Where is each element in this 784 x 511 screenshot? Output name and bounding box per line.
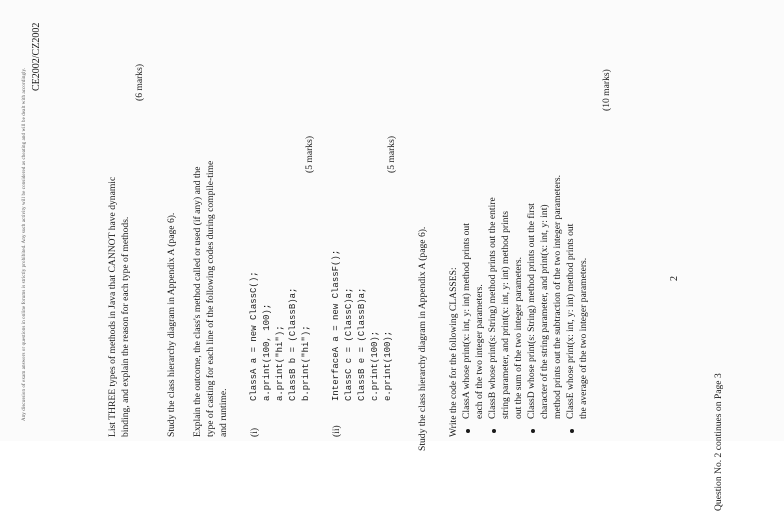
part-ii-code-2: ClassC c = (ClassC)a; xyxy=(344,287,354,401)
question-a-line-2: binding, and explain the reason for each type of methods. xyxy=(120,216,131,437)
bullet-icon xyxy=(466,429,470,433)
question-b-line-1: Explain the outcome, the class's method called or used (if any) and the xyxy=(192,166,203,437)
part-i-code-4: ClassB b = (ClassB)a; xyxy=(288,287,298,401)
part-ii-code-4: c.print(100); xyxy=(370,330,380,401)
exam-notice: Any discussion of exam answers or questions in online forums is strictly prohibited. Any such activity will be considered as cheating and will be dealt with accordingly. xyxy=(22,67,27,421)
bullet-2-line-3: out the sum of the two integer parameters. xyxy=(513,257,524,419)
question-c-intro: Study the class hierarchy diagram in Appendix A (page 6). xyxy=(417,226,428,451)
part-ii-marks: (5 marks) xyxy=(386,135,397,173)
bullet-3-line-1: ClassD whose print(s: String) method prints out the first xyxy=(526,203,537,419)
question-b-line-3: and runtime. xyxy=(218,388,229,437)
bullet-4-line-2: the average of the two integer parameters. xyxy=(578,257,589,419)
part-i-code-1: ClassA a = new ClassC(); xyxy=(249,271,259,401)
continues-note: Question No. 2 continues on Page 3 xyxy=(713,373,724,511)
question-c-write: Write the code for the following CLASSES: xyxy=(448,267,459,437)
part-i-marks: (5 marks) xyxy=(304,135,315,173)
part-ii-code-5: e.print(100); xyxy=(383,330,393,401)
bullet-icon xyxy=(492,429,496,433)
course-code: CE2002/CZ2002 xyxy=(31,22,42,91)
bullet-2-line-1: ClassB whose print(s: String) method prints out the entire xyxy=(487,197,498,419)
bullet-4-line-1: ClassE whose print(x: int, y: int) method prints out xyxy=(565,223,576,419)
part-i-label: (i) xyxy=(249,427,260,437)
question-a-line-1 xyxy=(106,177,119,437)
bullet-3-line-3: method prints out the subtraction of the two integer parameters. xyxy=(552,174,563,419)
bullet-2-line-2: string parameter, and print(x: int, y: int) method prints xyxy=(500,211,511,419)
question-a-marks: (6 marks) xyxy=(134,63,145,101)
part-ii-label: (ii) xyxy=(331,425,342,437)
part-i-code-3: a.print("hi"); xyxy=(275,325,285,401)
part-i-code-2: a.print(100, 100); xyxy=(262,303,272,401)
part-ii-code-3: ClassB e = (ClassB)a; xyxy=(357,287,367,401)
bullet-icon xyxy=(531,429,535,433)
bullet-3-line-2: character of the string parameter, and print(x: int, y: int) xyxy=(539,204,550,419)
bullet-1-line-1: ClassA whose print(x: int, y: int) method prints out xyxy=(461,223,472,419)
question-b-intro: Study the class hierarchy diagram in Appendix A (page 6). xyxy=(166,212,177,437)
bullet-1-line-2: each of the two integer parameters. xyxy=(474,284,485,419)
part-i-code-5: b.print("hi"); xyxy=(301,325,311,401)
question-c-marks: (10 marks) xyxy=(601,69,612,111)
bullet-icon xyxy=(570,429,574,433)
part-ii-code-1: InterfaceA a = new ClassF(); xyxy=(331,249,341,401)
question-b-line-2: type of casting for each line of the following codes during compile-time xyxy=(205,160,216,437)
question-a-text-1: List THREE types of methods in Java that CANNOT have dynamic xyxy=(107,176,118,437)
page-number: 2 xyxy=(669,276,680,281)
